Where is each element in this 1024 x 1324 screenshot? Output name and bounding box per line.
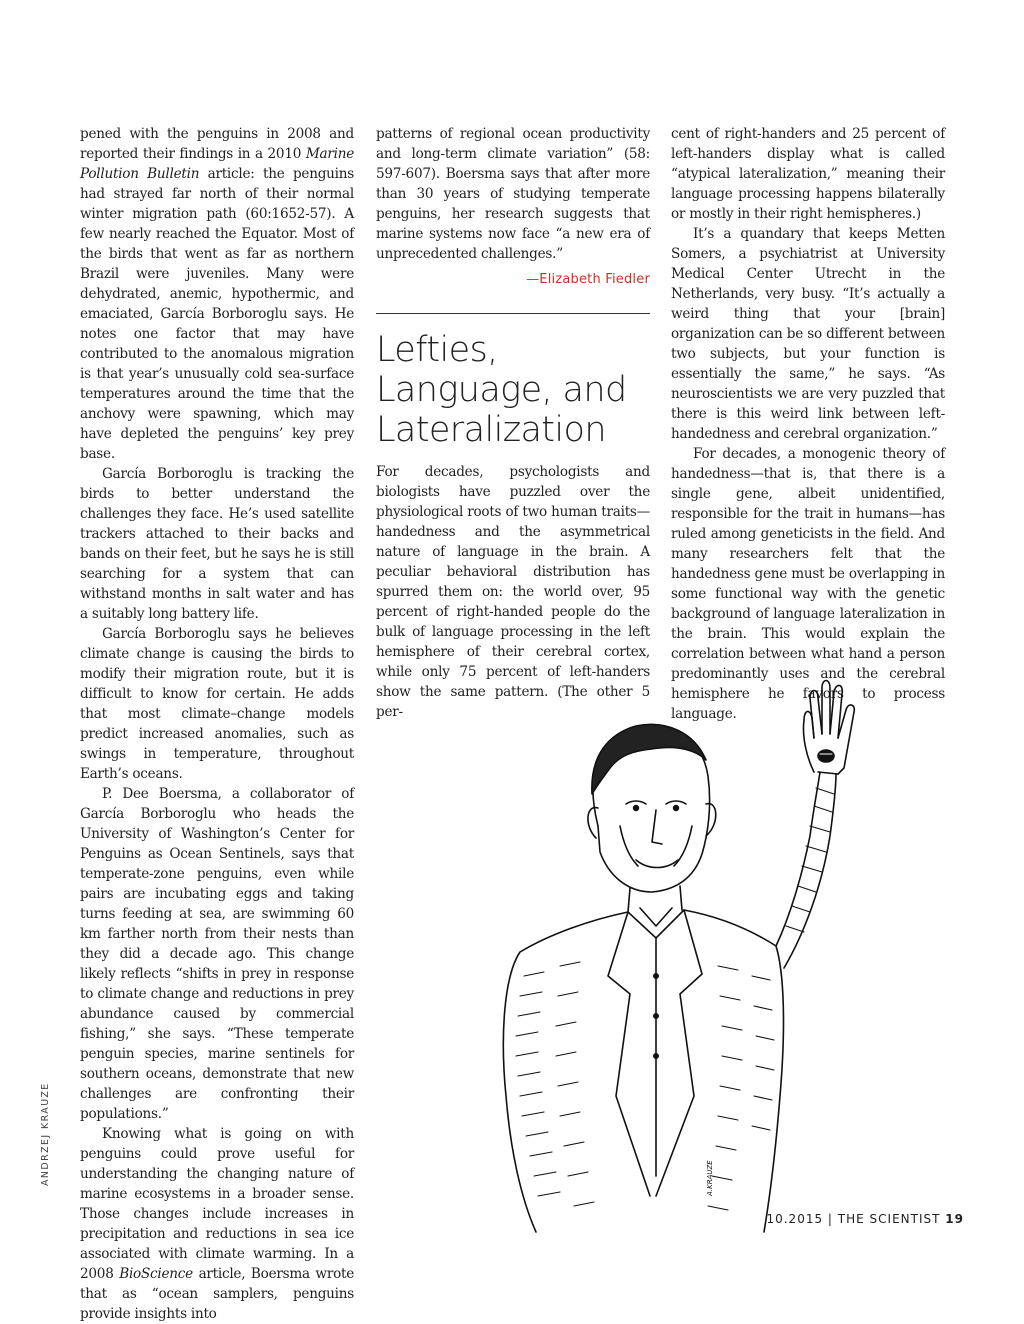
paragraph: For decades, psychologists and biologists have puzzled over the physiological roots of two human traits—handedness and the asymmetrical nature of language in the brain. A peculiar behavioral distribution has spurred them on: the world over, 95 percent of right-handed people do the bulk of language processing in the left hemisphere of their cerebral cortex, while only 75 percent of left-handers show the same pattern. (The other 5 per-: [376, 464, 650, 720]
paragraph: It’s a quandary that keeps Metten Somers, a psychiatrist at University Medical Center Utrecht in the Netherlands, very busy. “It’s actually a weird thing that your [brain] organization can be so different between two subjects, but your function is essentially the same,” he says. “As neuroscientists we are very puzzled that there is this weird link between left-handedness and cerebral organization.”: [671, 226, 945, 442]
illustration-man-raising-hand: [480, 676, 860, 1236]
paragraph: pened with the penguins in 2008 and reported their findings in a 2010 Marine Pollution Bulletin article: the penguins had strayed far north of their normal winter migration path (60:1652-57). A few nearly reached the Equator. Most of the birds that went as far as northern Brazil were juveniles. Many were dehydrated, anemic, hypothermic, and emaciated, García Borboroglu says. He notes one factor that may have contributed to the anomalous migration is that year’s unusually cold sea-surface temperatures around the time that the anchovy were spawning, which may have depleted the penguins’ key prey base.: [80, 126, 354, 462]
paragraph: García Borboroglu says he believes climate change is causing the birds to modify their migration route, but it is difficult to know for certain. He adds that most climate–change models predict increased anomalies, such as swings in temperature, throughout Earth’s oceans.: [80, 626, 354, 782]
magazine-name: THE SCIENTIST: [837, 1212, 941, 1226]
paragraph: P. Dee Boersma, a collaborator of García Borboroglu who heads the University of Washington’s Center for Penguins as Ocean Sentinels, says that temperate-zone penguins, even while pairs are incubating eggs and taking turns feeding at sea, are swimming 60 km farther north from their nests than they did a decade ago. This change likely reflects “shifts in prey in response to climate change and reductions in prey abundance caused by commercial fishing,” she says. “These temperate penguin species, marine sentinels for southern oceans, demonstrate that new challenges are confronting their populations.”: [80, 786, 354, 1122]
article-column-2: [376, 124, 650, 722]
article-column-3: [671, 124, 945, 724]
paragraph: García Borboroglu is tracking the birds to better understand the challenges they face. He’s used satellite trackers attached to their backs and bands on their feet, but he says he is still searching for a system that can withstand months in salt water and has a suitably long battery life.: [80, 466, 354, 622]
page-number: 19: [945, 1212, 964, 1226]
page-footer: [766, 1212, 964, 1226]
issue-date: 10.2015: [766, 1212, 824, 1226]
paragraph: patterns of regional ocean productivity and long-term climate variation” (58: 597-607). Boersma says that after more than 30 years of studying temperate penguins, her research suggests that marine systems now face “a new era of unprecedented challenges.”: [376, 126, 650, 262]
photo-credit: ANDRZEJ KRAUZE: [40, 1082, 51, 1186]
journal-title: Marine Pollution Bulletin: [80, 146, 354, 182]
paragraph: cent of right-handers and 25 percent of left-handers display what is called “atypical lateralization,” meaning their language processing happens bilaterally or mostly in their right hemispheres.): [671, 126, 945, 222]
artist-signature: A.KRAUZE: [706, 1160, 714, 1196]
article-column-1: [80, 124, 354, 1324]
paragraph: For decades, a monogenic theory of handedness—that is, that there is a single gene, albeit unidentified, responsible for the trait in humans—has ruled among geneticists in the field. And many researchers felt that the handedness gene must be overlapping in some functional way with the genetic background of language lateralization in the brain. This would explain the correlation between what hand a person predominantly uses and the cerebral hemisphere he favors to process language.: [671, 446, 945, 722]
section-divider: [376, 313, 650, 314]
author-byline: —Elizabeth Fiedler: [526, 272, 650, 287]
article-headline: Lefties, Language, and Lateralization: [376, 330, 627, 450]
journal-title: BioScience: [119, 1266, 193, 1282]
paragraph: Knowing what is going on with penguins could prove useful for understanding the changing nature of marine ecosystems in a broader sense. Those changes include increases in precipitation and reductions in sea ice associated with climate warming. In a 2008 BioScience article, Boersma wrote that as “ocean samplers, penguins provide insights into: [80, 1126, 355, 1322]
footer-separator: |: [827, 1212, 833, 1226]
